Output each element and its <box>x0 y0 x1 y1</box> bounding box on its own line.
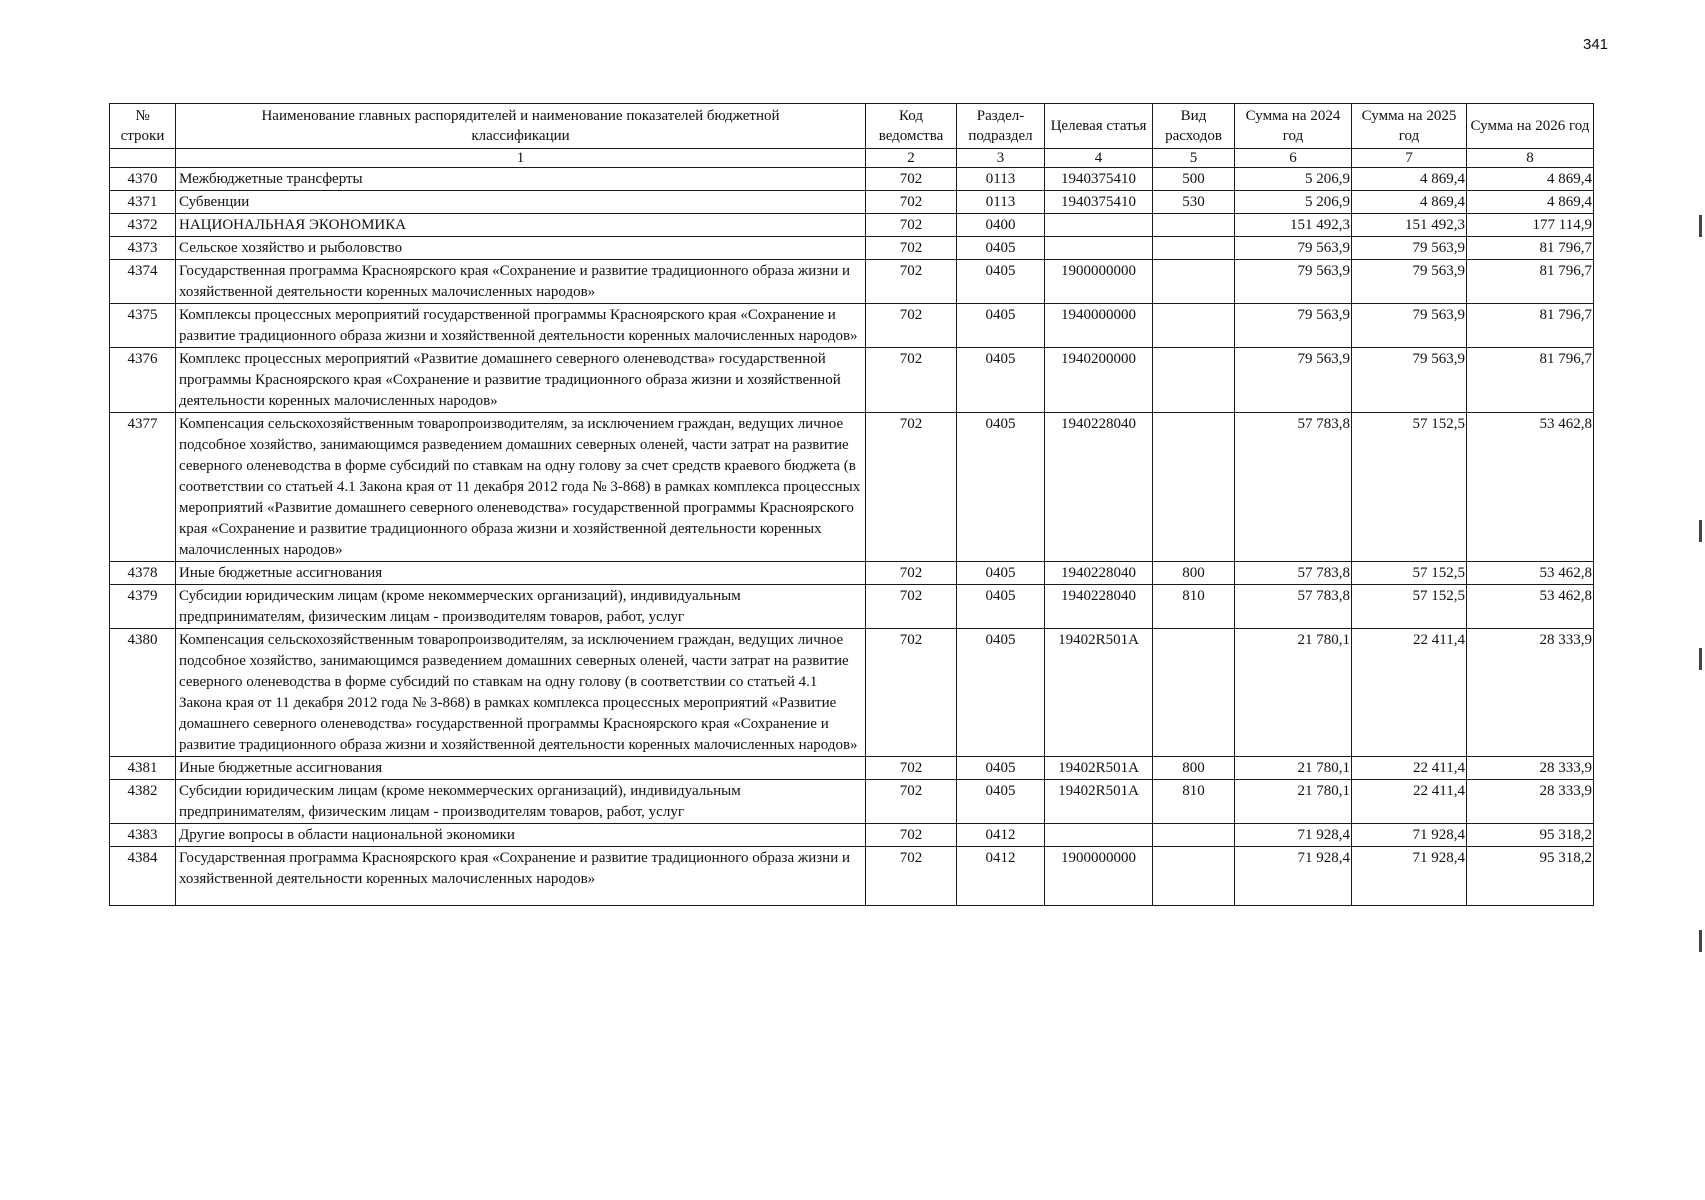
header-name: Наименование главных распорядителей и наименование показателей бюджетной классификации <box>176 104 866 149</box>
header-target: Целевая статья <box>1045 104 1153 149</box>
row-sum-2025: 22 411,4 <box>1352 757 1467 780</box>
table-row <box>110 629 1594 757</box>
row-dept-code: 702 <box>866 348 957 413</box>
table-row <box>110 237 1594 260</box>
row-sum-2026: 4 869,4 <box>1467 168 1594 191</box>
table-row <box>110 304 1594 348</box>
row-expense-type <box>1153 413 1235 562</box>
row-expense-type <box>1153 260 1235 304</box>
row-sum-2024: 79 563,9 <box>1235 260 1352 304</box>
row-sum-2026: 95 318,2 <box>1467 824 1594 847</box>
row-sum-2026: 28 333,9 <box>1467 757 1594 780</box>
row-name: Государственная программа Красноярского края «Сохранение и развитие традиционного образа жизни и хозяйственной деятельности коренных малочисленных народов» <box>176 260 866 304</box>
row-sum-2026: 177 114,9 <box>1467 214 1594 237</box>
row-number: 4379 <box>110 585 176 629</box>
row-target: 1940228040 <box>1045 585 1153 629</box>
row-section: 0412 <box>957 847 1045 906</box>
row-sum-2024: 71 928,4 <box>1235 824 1352 847</box>
row-name: Межбюджетные трансферты <box>176 168 866 191</box>
row-number: 4371 <box>110 191 176 214</box>
row-sum-2026: 81 796,7 <box>1467 304 1594 348</box>
column-number: 3 <box>957 149 1045 168</box>
row-dept-code: 702 <box>866 757 957 780</box>
column-number: 5 <box>1153 149 1235 168</box>
row-dept-code: 702 <box>866 585 957 629</box>
row-expense-type: 810 <box>1153 780 1235 824</box>
row-sum-2025: 22 411,4 <box>1352 780 1467 824</box>
row-section: 0405 <box>957 237 1045 260</box>
row-section: 0405 <box>957 780 1045 824</box>
row-target: 19402R501A <box>1045 780 1153 824</box>
row-target: 1940228040 <box>1045 562 1153 585</box>
row-dept-code: 702 <box>866 304 957 348</box>
row-dept-code: 702 <box>866 191 957 214</box>
table-row <box>110 780 1594 824</box>
row-sum-2024: 21 780,1 <box>1235 757 1352 780</box>
row-section: 0405 <box>957 585 1045 629</box>
row-section: 0405 <box>957 562 1045 585</box>
row-sum-2024: 21 780,1 <box>1235 629 1352 757</box>
row-name: Субвенции <box>176 191 866 214</box>
column-number: 7 <box>1352 149 1467 168</box>
row-number: 4374 <box>110 260 176 304</box>
row-sum-2026: 81 796,7 <box>1467 348 1594 413</box>
row-target: 1940375410 <box>1045 191 1153 214</box>
row-number: 4378 <box>110 562 176 585</box>
scan-edge-mark <box>1699 215 1702 237</box>
row-sum-2024: 79 563,9 <box>1235 348 1352 413</box>
row-sum-2024: 79 563,9 <box>1235 237 1352 260</box>
row-section: 0405 <box>957 260 1045 304</box>
header-dept-code: Код ведомства <box>866 104 957 149</box>
budget-table <box>109 103 1594 906</box>
row-sum-2025: 79 563,9 <box>1352 260 1467 304</box>
row-sum-2025: 22 411,4 <box>1352 629 1467 757</box>
row-target: 1900000000 <box>1045 847 1153 906</box>
column-number: 1 <box>176 149 866 168</box>
row-number: 4372 <box>110 214 176 237</box>
row-expense-type <box>1153 348 1235 413</box>
row-target: 1940228040 <box>1045 413 1153 562</box>
row-sum-2025: 4 869,4 <box>1352 191 1467 214</box>
row-dept-code: 702 <box>866 780 957 824</box>
table-row <box>110 348 1594 413</box>
row-target: 1940200000 <box>1045 348 1153 413</box>
row-sum-2025: 151 492,3 <box>1352 214 1467 237</box>
row-name: Субсидии юридическим лицам (кроме некоммерческих организаций), индивидуальным предпринимателям, физическим лицам - производителям товаров, работ, услуг <box>176 780 866 824</box>
row-sum-2026: 28 333,9 <box>1467 780 1594 824</box>
row-name: Комплекс процессных мероприятий «Развитие домашнего северного оленеводства» государственной программы Красноярского края «Сохранение и развитие традиционного образа жизни и хозяйственной деятельности коренных малочисленных народов» <box>176 348 866 413</box>
row-number: 4375 <box>110 304 176 348</box>
row-sum-2024: 21 780,1 <box>1235 780 1352 824</box>
table-row <box>110 562 1594 585</box>
row-sum-2026: 4 869,4 <box>1467 191 1594 214</box>
row-target: 19402R501A <box>1045 757 1153 780</box>
row-sum-2026: 53 462,8 <box>1467 585 1594 629</box>
row-expense-type: 810 <box>1153 585 1235 629</box>
row-number: 4377 <box>110 413 176 562</box>
row-name: Субсидии юридическим лицам (кроме некоммерческих организаций), индивидуальным предпринимателям, физическим лицам - производителям товаров, работ, услуг <box>176 585 866 629</box>
row-target <box>1045 824 1153 847</box>
page-number: 341 <box>1583 36 1609 53</box>
row-section: 0400 <box>957 214 1045 237</box>
table-row <box>110 214 1594 237</box>
row-dept-code: 702 <box>866 824 957 847</box>
row-expense-type <box>1153 847 1235 906</box>
row-name: НАЦИОНАЛЬНАЯ ЭКОНОМИКА <box>176 214 866 237</box>
row-sum-2025: 79 563,9 <box>1352 304 1467 348</box>
row-dept-code: 702 <box>866 413 957 562</box>
row-name: Комплексы процессных мероприятий государственной программы Красноярского края «Сохранение и развитие традиционного образа жизни и хозяйственной деятельности коренных малочисленных народов» <box>176 304 866 348</box>
row-sum-2024: 57 783,8 <box>1235 585 1352 629</box>
row-section: 0405 <box>957 348 1045 413</box>
table-row <box>110 191 1594 214</box>
row-name: Иные бюджетные ассигнования <box>176 562 866 585</box>
column-number: 8 <box>1467 149 1594 168</box>
row-sum-2025: 57 152,5 <box>1352 585 1467 629</box>
row-sum-2024: 57 783,8 <box>1235 413 1352 562</box>
row-dept-code: 702 <box>866 629 957 757</box>
column-number: 6 <box>1235 149 1352 168</box>
row-expense-type: 500 <box>1153 168 1235 191</box>
scan-edge-mark <box>1699 930 1702 952</box>
row-number: 4373 <box>110 237 176 260</box>
row-name: Государственная программа Красноярского края «Сохранение и развитие традиционного образа жизни и хозяйственной деятельности коренных малочисленных народов» <box>176 847 866 906</box>
header-section: Раздел-подраздел <box>957 104 1045 149</box>
row-sum-2025: 57 152,5 <box>1352 562 1467 585</box>
row-dept-code: 702 <box>866 562 957 585</box>
row-name: Компенсация сельскохозяйственным товаропроизводителям, за исключением граждан, ведущих личное подсобное хозяйство, занимающимся разведением домашних северных оленей, части затрат на развитие северного оленеводства в форме субсидий по ставкам на одну голову за счет средств краевого бюджета (в соответствии со статьей 4.1 Закона края от 11 декабря 2012 года № 3-868) в рамках комплекса процессных мероприятий «Развитие домашнего северного оленеводства» государственной программы Красноярского края «Сохранение и развитие традиционного образа жизни и хозяйственной деятельности коренных малочисленных народов» <box>176 413 866 562</box>
table-row <box>110 585 1594 629</box>
row-sum-2024: 5 206,9 <box>1235 168 1352 191</box>
row-sum-2025: 4 869,4 <box>1352 168 1467 191</box>
table-row <box>110 168 1594 191</box>
header-row-number: № строки <box>110 104 176 149</box>
row-section: 0113 <box>957 191 1045 214</box>
row-section: 0412 <box>957 824 1045 847</box>
row-expense-type: 530 <box>1153 191 1235 214</box>
row-name: Компенсация сельскохозяйственным товаропроизводителям, за исключением граждан, ведущих личное подсобное хозяйство, занимающимся разведением домашних северных оленей, части затрат на развитие северного оленеводства в форме субсидий по ставкам на одну голову (в соответствии со статьей 4.1 Закона края от 11 декабря 2012 года № 3-868) в рамках комплекса процессных мероприятий «Развитие домашнего северного оленеводства» государственной программы Красноярского края «Сохранение и развитие традиционного образа жизни и хозяйственной деятельности коренных малочисленных народов» <box>176 629 866 757</box>
row-sum-2024: 79 563,9 <box>1235 304 1352 348</box>
row-name: Другие вопросы в области национальной экономики <box>176 824 866 847</box>
column-number <box>110 149 176 168</box>
row-target <box>1045 214 1153 237</box>
row-dept-code: 702 <box>866 847 957 906</box>
row-dept-code: 702 <box>866 237 957 260</box>
table-row <box>110 413 1594 562</box>
header-sum-2024: Сумма на 2024 год <box>1235 104 1352 149</box>
row-sum-2025: 71 928,4 <box>1352 847 1467 906</box>
row-dept-code: 702 <box>866 260 957 304</box>
row-sum-2026: 53 462,8 <box>1467 413 1594 562</box>
row-dept-code: 702 <box>866 168 957 191</box>
row-number: 4376 <box>110 348 176 413</box>
row-number: 4384 <box>110 847 176 906</box>
row-target: 19402R501A <box>1045 629 1153 757</box>
row-sum-2026: 95 318,2 <box>1467 847 1594 906</box>
row-target: 1940000000 <box>1045 304 1153 348</box>
row-target: 1900000000 <box>1045 260 1153 304</box>
row-expense-type: 800 <box>1153 562 1235 585</box>
row-sum-2024: 151 492,3 <box>1235 214 1352 237</box>
row-section: 0405 <box>957 757 1045 780</box>
row-name: Иные бюджетные ассигнования <box>176 757 866 780</box>
row-number: 4370 <box>110 168 176 191</box>
row-section: 0113 <box>957 168 1045 191</box>
column-number: 2 <box>866 149 957 168</box>
row-dept-code: 702 <box>866 214 957 237</box>
row-expense-type <box>1153 304 1235 348</box>
row-sum-2026: 53 462,8 <box>1467 562 1594 585</box>
row-expense-type <box>1153 214 1235 237</box>
row-sum-2026: 81 796,7 <box>1467 260 1594 304</box>
row-sum-2025: 71 928,4 <box>1352 824 1467 847</box>
row-section: 0405 <box>957 629 1045 757</box>
header-expense-type: Вид расходов <box>1153 104 1235 149</box>
row-expense-type <box>1153 824 1235 847</box>
row-target <box>1045 237 1153 260</box>
row-section: 0405 <box>957 304 1045 348</box>
row-number: 4381 <box>110 757 176 780</box>
row-sum-2025: 57 152,5 <box>1352 413 1467 562</box>
column-number: 4 <box>1045 149 1153 168</box>
table-row <box>110 847 1594 906</box>
scan-edge-mark <box>1699 520 1702 542</box>
table-row <box>110 757 1594 780</box>
row-sum-2025: 79 563,9 <box>1352 237 1467 260</box>
row-sum-2026: 28 333,9 <box>1467 629 1594 757</box>
table-row <box>110 824 1594 847</box>
row-sum-2024: 5 206,9 <box>1235 191 1352 214</box>
row-name: Сельское хозяйство и рыболовство <box>176 237 866 260</box>
row-sum-2024: 71 928,4 <box>1235 847 1352 906</box>
row-number: 4380 <box>110 629 176 757</box>
row-number: 4382 <box>110 780 176 824</box>
row-target: 1940375410 <box>1045 168 1153 191</box>
column-number-row <box>110 149 1594 168</box>
row-number: 4383 <box>110 824 176 847</box>
row-expense-type: 800 <box>1153 757 1235 780</box>
scan-edge-mark <box>1699 648 1702 670</box>
row-sum-2026: 81 796,7 <box>1467 237 1594 260</box>
row-section: 0405 <box>957 413 1045 562</box>
row-sum-2024: 57 783,8 <box>1235 562 1352 585</box>
row-sum-2025: 79 563,9 <box>1352 348 1467 413</box>
header-sum-2026: Сумма на 2026 год <box>1467 104 1594 149</box>
row-expense-type <box>1153 629 1235 757</box>
row-expense-type <box>1153 237 1235 260</box>
table-row <box>110 260 1594 304</box>
header-sum-2025: Сумма на 2025 год <box>1352 104 1467 149</box>
